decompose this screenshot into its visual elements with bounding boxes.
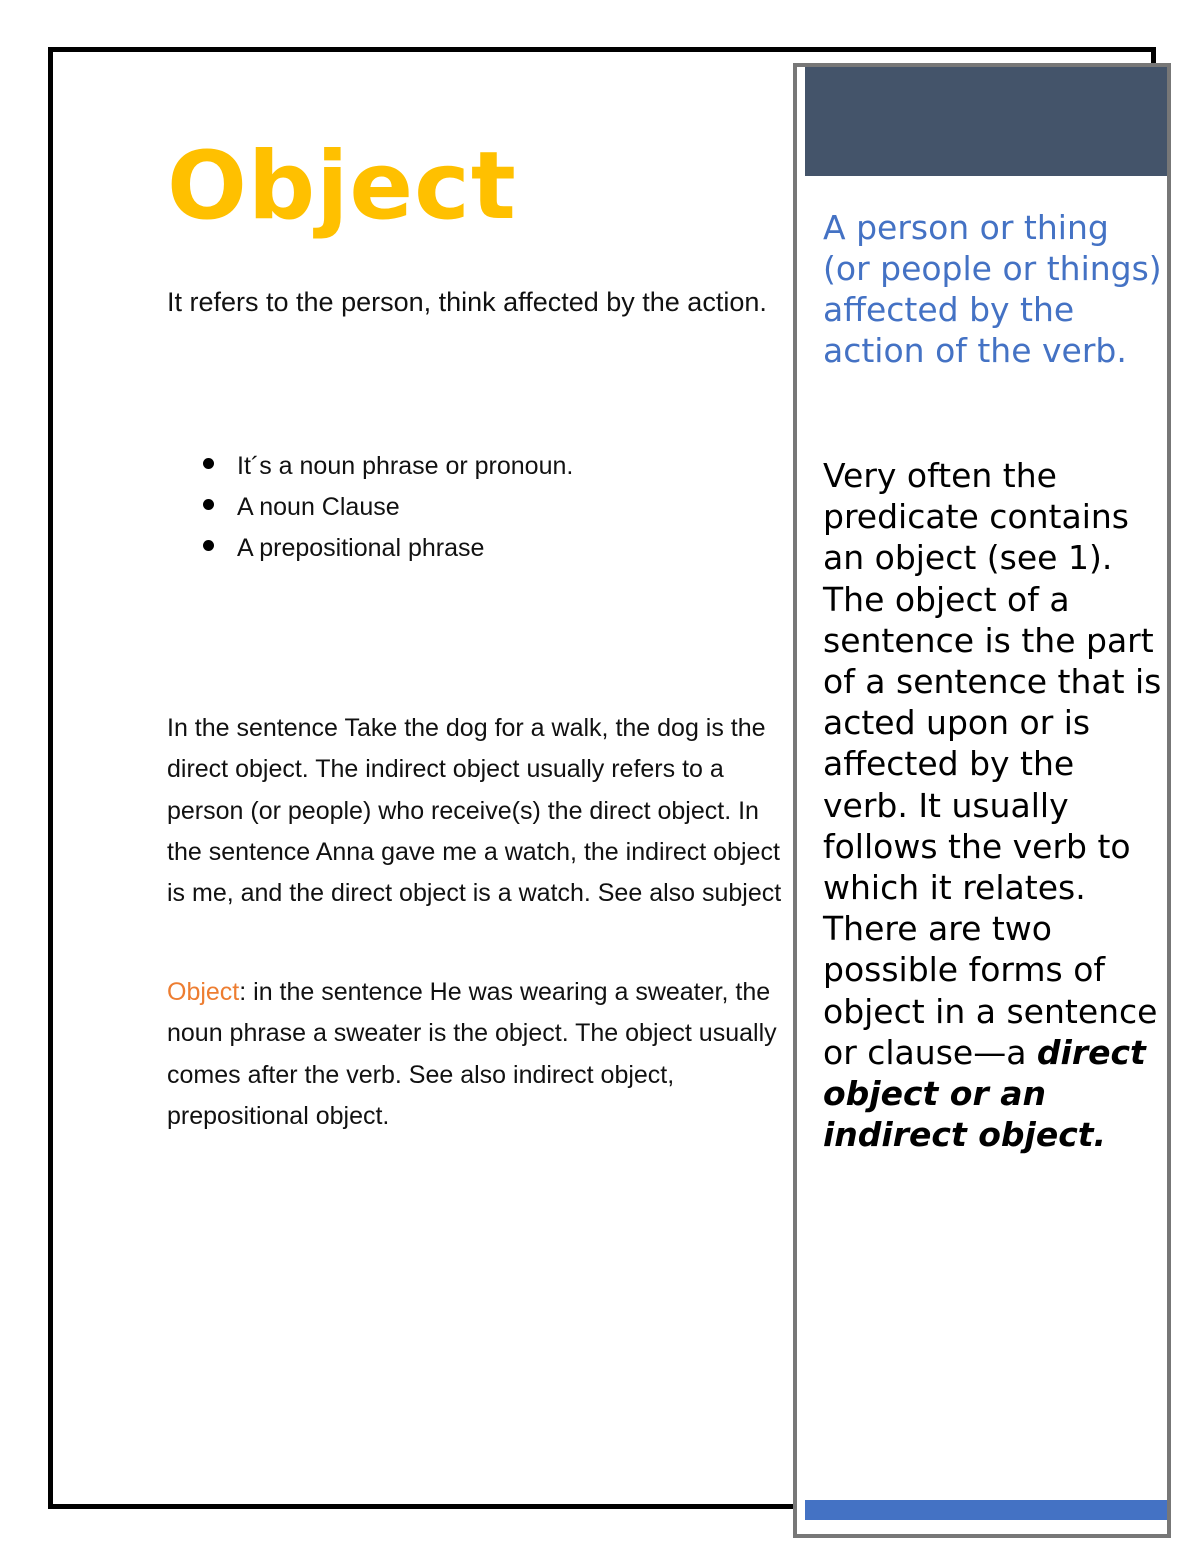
term-definition: : in the sentence He was wearing a sweater, the noun phrase a sweater is the object. The object usually comes after the verb. See also indirect object, prepositional object.	[167, 978, 777, 1130]
list-item-text: A noun Clause	[237, 493, 400, 521]
sidebar-pull-quote: A person or thing (or people or things) affected by the action of the verb.	[823, 208, 1162, 370]
bullet-icon	[203, 499, 214, 510]
body-paragraph-direct-object: In the sentence Take the dog for a walk, the dog is the direct object. The indirect object usually refers to a person (or people) who receive(s) the direct object. In the sentence Anna gave me a watch, the indirect object is me, and the direct object is a watch. See also subject	[167, 714, 782, 908]
body-paragraph-object-definition	[167, 972, 787, 1137]
bullet-icon	[203, 540, 214, 551]
list-item	[167, 448, 573, 489]
page-title: Object	[167, 132, 517, 241]
list-item	[167, 530, 573, 571]
sidebar	[793, 63, 1171, 1538]
bullet-icon	[203, 458, 214, 469]
intro-text: It refers to the person, think affected by the action.	[167, 287, 767, 317]
sidebar-body-text	[823, 455, 1167, 1155]
list-item-text: A prepositional phrase	[237, 534, 485, 562]
sidebar-footer-bar	[805, 1500, 1167, 1520]
sidebar-body-emphasis: direct object or an indirect object.	[823, 1032, 1146, 1155]
term-object: Object	[167, 978, 240, 1006]
sidebar-body-main: Very often the predicate contains an object (see 1). The object of a sentence is the part of a sentence that is acted upon or is affected by the verb. It usually follows the verb to which it relates. There are two possible forms of object in a sentence or clause—a	[823, 456, 1162, 1072]
list-item	[167, 489, 573, 530]
sidebar-header-bar	[805, 67, 1167, 176]
bullet-list	[167, 448, 573, 571]
list-item-text: It´s a noun phrase or pronoun.	[237, 452, 574, 480]
